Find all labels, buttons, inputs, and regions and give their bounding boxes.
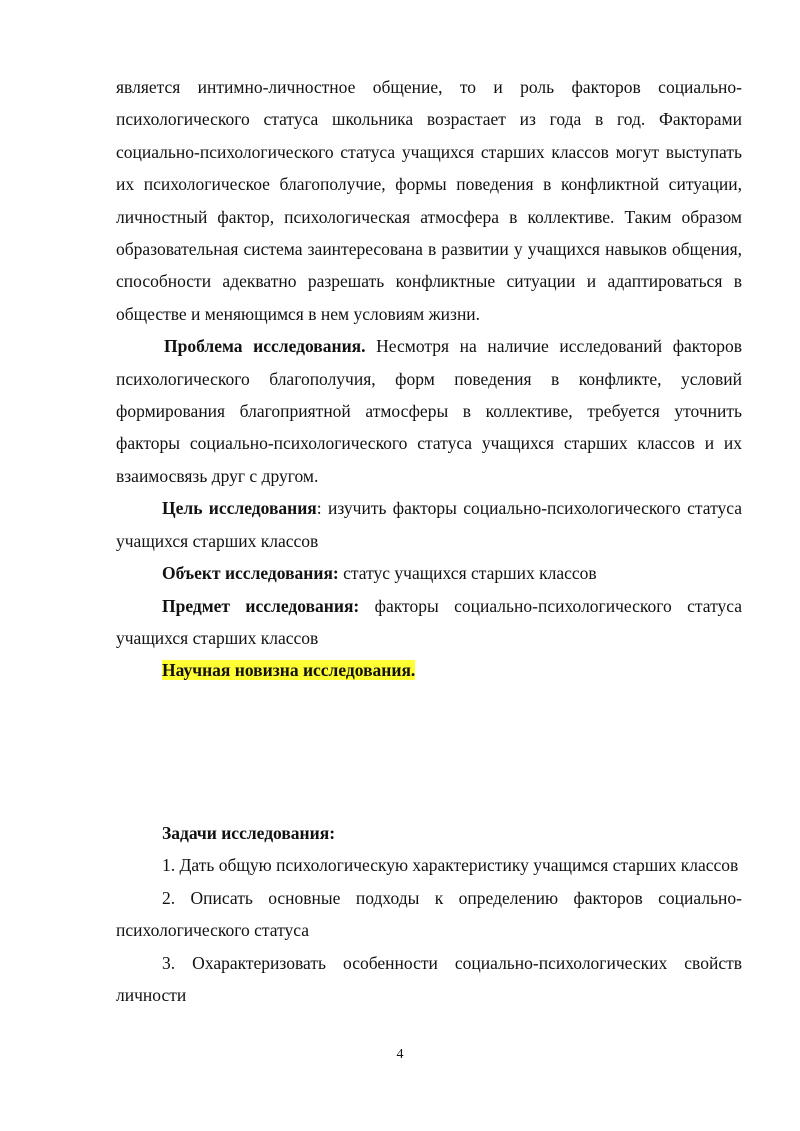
subject-paragraph xyxy=(116,590,742,655)
subject-label: Предмет исследования: xyxy=(162,595,360,616)
goal-label: Цель исследования xyxy=(162,498,317,519)
novelty-paragraph xyxy=(116,654,742,686)
task-item: 1. Дать общую психологическую характеристику учащимся старших классов xyxy=(162,855,739,876)
tasks-heading: Задачи исследования: xyxy=(162,823,336,843)
task-item: 3. Охарактеризовать особенности социально-психологических свойств личности xyxy=(116,952,742,1006)
intro-paragraph: является интимно-личностное общение, то и роль факторов социально-психологического статуса школьника возрастает из года в год. Факторами социально-психологического статуса учащихся старших классов могут выступать их психологическое благополучие, формы поведения в конфликтной ситуации, личностный фактор, психологическая атмосфера в коллективе. Таким образом образовательная система заинтересована в развитии у учащихся навыков общения, способности адекватно разрешать конфликтные ситуации и адаптироваться в обществе и меняющимся в нем условиям жизни. xyxy=(116,77,742,324)
task-item: 2. Описать основные подходы к определению факторов социально-психологического статуса xyxy=(116,887,742,941)
object-text: статус учащихся старших классов xyxy=(338,563,597,584)
tasks-heading-paragraph xyxy=(116,817,742,849)
subject-text: факторы социально-психологического статуса учащихся старших классов xyxy=(116,595,742,648)
problem-paragraph xyxy=(116,330,742,492)
page-number: 4 xyxy=(396,1047,404,1062)
text-block-tasks xyxy=(116,817,742,1011)
text-block-top xyxy=(116,71,742,687)
novelty-label: Научная новизна исследования. xyxy=(162,660,416,681)
goal-paragraph xyxy=(116,492,742,557)
problem-label: Проблема исследования. xyxy=(164,336,366,357)
object-paragraph xyxy=(116,557,742,589)
goal-text: : изучить факторы социально-психологического статуса учащихся старших классов xyxy=(116,498,742,551)
problem-text: Несмотря на наличие исследований факторов психологического благополучия, форм поведения в конфликте, условий формирования благоприятной атмосферы в коллективе, требуется уточнить факторы социально-психологического статуса учащихся старших классов и их взаимосвязь друг с другом. xyxy=(116,336,742,486)
object-label: Объект исследования: xyxy=(162,563,339,584)
